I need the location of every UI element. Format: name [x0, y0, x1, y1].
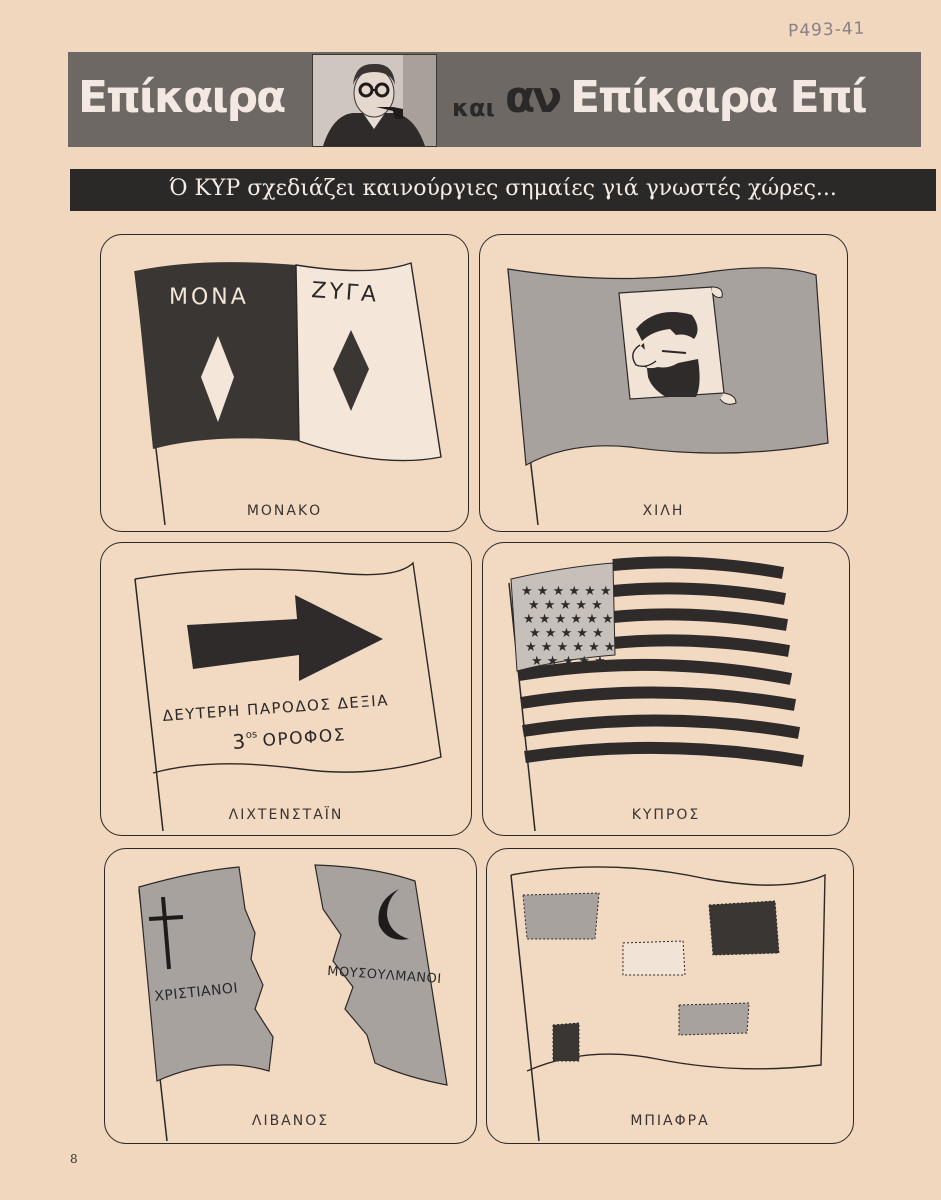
caption-monaco: ΜΟΝΑΚΟ: [246, 503, 323, 519]
reference-mark: Ρ493-41: [787, 18, 866, 42]
caption-biafra: ΜΠΙΑΦΡΑ: [630, 1113, 710, 1129]
patch-2: [709, 901, 779, 955]
patch-1: [523, 893, 599, 939]
author-portrait: [312, 54, 437, 147]
caption-liechtenstein: ΛΙΧΤΕΝΣΤΑΪΝ: [228, 807, 344, 823]
caption-lebanon: ΛΙΒΑΝΟΣ: [251, 1113, 330, 1129]
headline-bar: [70, 169, 936, 211]
patch-3: [623, 941, 685, 975]
masthead: [68, 52, 921, 147]
svg-text:★ ★ ★ ★ ★ ★: ★ ★ ★ ★ ★ ★: [523, 612, 614, 627]
masthead-word-an: αν: [505, 72, 560, 123]
svg-text:★ ★ ★ ★ ★ ★: ★ ★ ★ ★ ★ ★: [521, 584, 612, 599]
lebanon-flag-text-left: ΧΡΙΣΤΙΑΝΟΙ: [153, 980, 239, 1005]
headline-text: Ό ΚΥΡ σχεδιάζει καινούργιες σημαίες γιά γνωστές χώρες...: [169, 176, 837, 201]
flag-panel-monaco: [100, 234, 469, 532]
flag-panel-biafra: [486, 848, 854, 1144]
patch-5: [553, 1023, 579, 1061]
liechtenstein-flag-line2-num: 3: [231, 729, 247, 754]
flag-panel-cyprus: [482, 542, 850, 836]
flag-panel-chile: [479, 234, 848, 532]
caption-cyprus: ΚΥΠΡΟΣ: [631, 807, 701, 823]
page-number: 8: [70, 1152, 78, 1166]
masthead-word-kai: και: [452, 94, 495, 122]
monaco-flag-text-left: ΜΟΝΑ: [169, 285, 249, 310]
caption-chile: ΧΙΛΗ: [642, 503, 685, 519]
svg-text:★ ★ ★ ★ ★: ★ ★ ★ ★ ★: [529, 626, 604, 641]
cyprus-flag-drawing: [483, 543, 849, 835]
patch-4: [679, 1003, 749, 1035]
liechtenstein-flag-drawing: [101, 543, 471, 835]
liechtenstein-flag-line1: ΔΕΥΤΕΡΗ ΠΑΡΟΔΟΣ ΔΕΞΙΑ: [162, 691, 390, 725]
us-flag-stars: [521, 584, 616, 669]
lebanon-flag-text-right: ΜΟΥΣΟΥΛΜΑΝΟΙ: [326, 964, 443, 987]
masthead-word-epikaira-epi: Επίκαιρα Επί: [570, 72, 866, 123]
svg-text:★ ★ ★ ★ ★ ★: ★ ★ ★ ★ ★ ★: [525, 640, 616, 655]
biafra-flag-drawing: [487, 849, 853, 1143]
liechtenstein-flag-line2-sup: os: [245, 729, 258, 741]
svg-text:★ ★ ★ ★ ★: ★ ★ ★ ★ ★: [528, 598, 603, 613]
flag-panel-liechtenstein: [100, 542, 472, 836]
monaco-flag-drawing: [101, 235, 468, 531]
chile-flag-drawing: [480, 235, 847, 531]
masthead-word-epikaira: Επίκαιρα: [78, 72, 285, 123]
flag-panel-lebanon: [104, 848, 477, 1144]
lebanon-flag-drawing: [105, 849, 476, 1143]
monaco-flag-text-right: ΖΥΓΑ: [310, 278, 380, 308]
svg-text:★ ★ ★ ★ ★: ★ ★ ★ ★ ★: [531, 654, 606, 669]
liechtenstein-flag-line2-word: ΟΡΟΦΟΣ: [261, 725, 347, 751]
